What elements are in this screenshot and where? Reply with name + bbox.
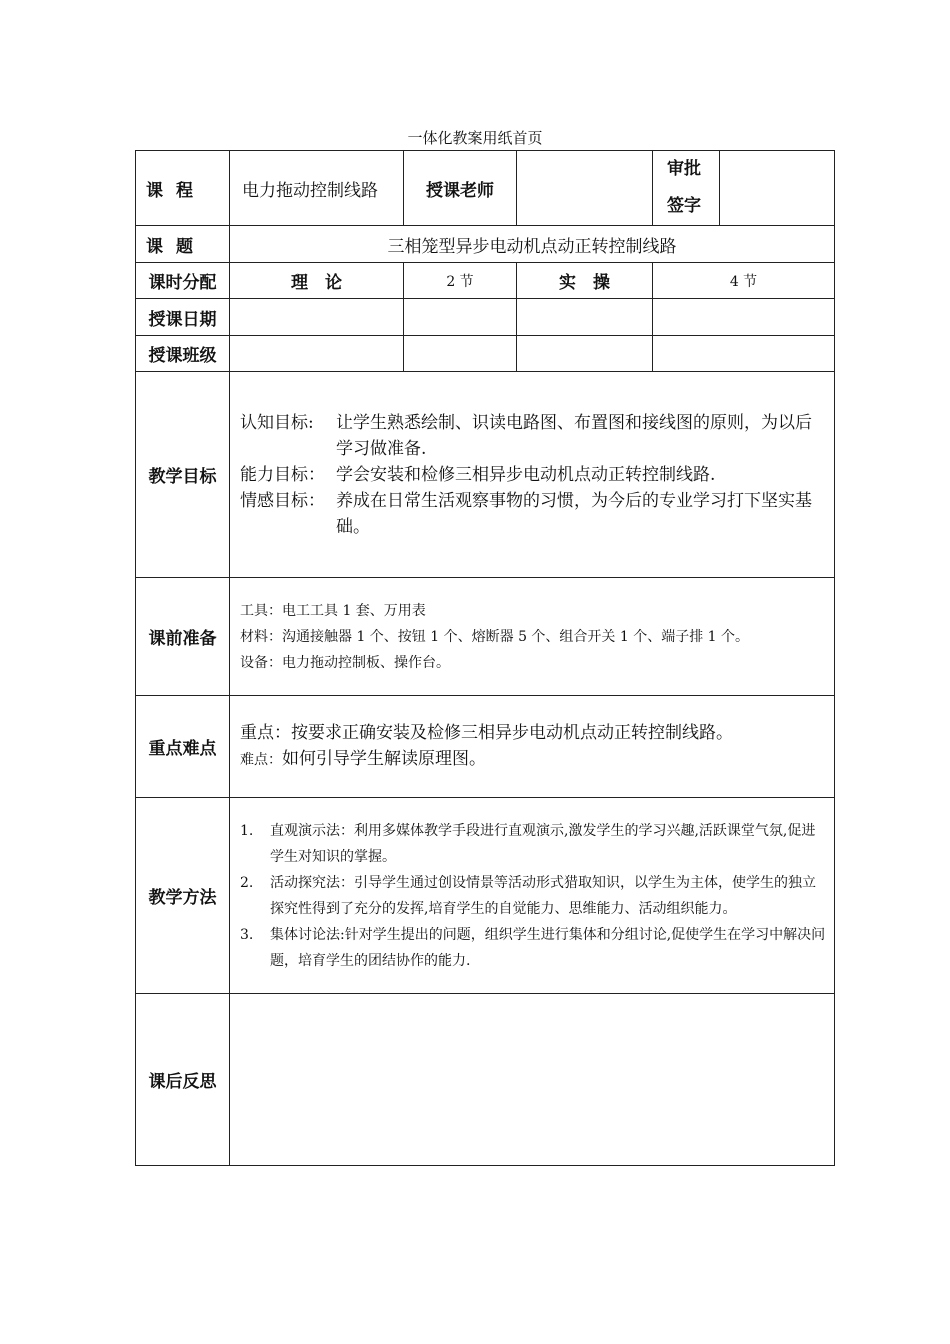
practice-label: 实 操 <box>517 263 653 299</box>
objective-item <box>240 462 826 488</box>
key-points-content <box>230 696 835 798</box>
method-text: 直观演示法：利用多媒体教学手段进行直观演示,激发学生的学习兴趣,活跃课堂气氛,促进学生对知识的掌握。 <box>270 822 816 865</box>
preparation-label: 课前准备 <box>136 578 230 696</box>
method-item <box>240 818 826 870</box>
reflection-content[interactable] <box>230 994 835 1166</box>
objective-key: 能力目标： <box>240 464 325 485</box>
row-course <box>136 151 835 226</box>
date-cell-3[interactable] <box>517 299 653 336</box>
objective-text: 让学生熟悉绘制、识读电路图、布置图和接线图的原则，为以后学习做准备. <box>336 412 812 459</box>
class-cell-3[interactable] <box>517 336 653 372</box>
class-label: 授课班级 <box>136 336 230 372</box>
approval-line1: 审批 <box>667 159 701 179</box>
row-hours <box>136 263 835 299</box>
teacher-value[interactable] <box>517 151 653 226</box>
row-methods <box>136 798 835 994</box>
date-label: 授课日期 <box>136 299 230 336</box>
objective-text: 学会安装和检修三相异步电动机点动正转控制线路. <box>336 464 716 485</box>
preparation-line: 材料：沟通接触器 1 个、按钮 1 个、熔断器 5 个、组合开关 1 个、端子排 1 个。 <box>240 628 750 645</box>
objective-text: 养成在日常生活观察事物的习惯，为今后的专业学习打下坚实基础。 <box>336 490 812 537</box>
key-point-line: 重点：按要求正确安装及检修三相异步电动机点动正转控制线路。 <box>240 723 733 743</box>
reflection-label: 课后反思 <box>136 994 230 1166</box>
practice-value: 4 节 <box>653 263 835 299</box>
method-text: 集体讨论法:针对学生提出的问题，组织学生进行集体和分组讨论,促使学生在学习中解决问题，培育学生的团结协作的能力. <box>270 926 826 969</box>
method-item <box>240 922 826 974</box>
approval-value[interactable] <box>720 151 835 226</box>
methods-label: 教学方法 <box>136 798 230 994</box>
difficulty-line <box>230 746 834 773</box>
preparation-line: 工具：电工工具 1 套、万用表 <box>240 602 426 619</box>
teacher-label: 授课老师 <box>404 151 517 226</box>
date-cell-1[interactable] <box>230 299 404 336</box>
objective-item <box>240 410 826 462</box>
objective-key: 认知目标: <box>240 412 314 433</box>
row-reflection <box>136 994 835 1166</box>
approval-label <box>653 151 720 226</box>
approval-line2: 签字 <box>667 196 701 216</box>
course-label: 课程 <box>136 151 230 226</box>
objective-key: 情感目标： <box>240 490 325 511</box>
row-topic <box>136 226 835 263</box>
row-date <box>136 299 835 336</box>
date-cell-2[interactable] <box>404 299 517 336</box>
row-class <box>136 336 835 372</box>
method-text: 活动探究法：引导学生通过创设情景等活动形式猎取知识，以学生为主体，使学生的独立探究性得到了充分的发挥,培育学生的自觉能力、思维能力、活动组织能力。 <box>270 874 816 917</box>
difficulty-text: 如何引导学生解读原理图。 <box>282 749 486 769</box>
row-key-points <box>136 696 835 798</box>
date-cell-4[interactable] <box>653 299 835 336</box>
objectives-label: 教学目标 <box>136 372 230 578</box>
class-cell-2[interactable] <box>404 336 517 372</box>
hours-label: 课时分配 <box>136 263 230 299</box>
row-objectives <box>136 372 835 578</box>
theory-label: 理 论 <box>230 263 404 299</box>
objectives-list <box>230 410 834 540</box>
topic-label: 课题 <box>136 226 230 263</box>
class-cell-1[interactable] <box>230 336 404 372</box>
objective-item <box>240 488 826 540</box>
preparation-line: 设备：电力拖动控制板、操作台。 <box>240 654 450 671</box>
method-number: 2. <box>240 874 254 891</box>
difficulty-key: 难点： <box>240 752 282 768</box>
methods-list <box>230 818 834 974</box>
page-title: 一体化教案用纸首页 <box>407 129 543 147</box>
methods-content <box>230 798 835 994</box>
theory-value: 2 节 <box>404 263 517 299</box>
topic-value: 三相笼型异步电动机点动正转控制线路 <box>230 226 835 263</box>
method-item <box>240 870 826 922</box>
preparation-content <box>230 578 835 696</box>
objectives-content <box>230 372 835 578</box>
lesson-plan-table <box>135 150 835 1166</box>
class-cell-4[interactable] <box>653 336 835 372</box>
method-number: 1. <box>240 822 254 839</box>
method-number: 3. <box>240 926 254 943</box>
course-value: 电力拖动控制线路 <box>230 151 404 226</box>
key-points-label: 重点难点 <box>136 696 230 798</box>
row-preparation <box>136 578 835 696</box>
